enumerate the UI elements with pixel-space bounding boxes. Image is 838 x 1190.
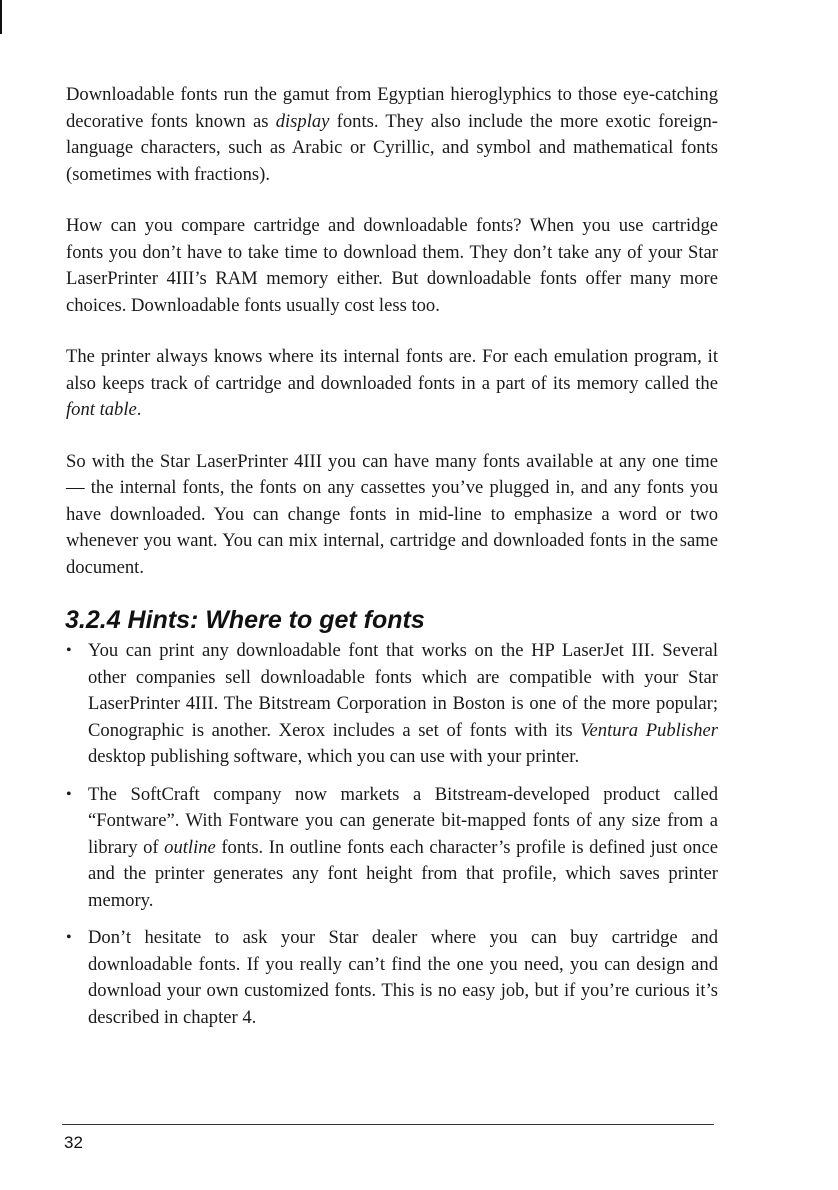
page-body <box>66 82 718 1042</box>
page-number: 32 <box>64 1133 83 1152</box>
list-item: • You can print any downloadable font that works on the HP LaserJet III. Several other companies sell downloadable fonts which are compatible with your Star LaserPrinter 4III. The Bitstream Corporation in Boston is one of the more popular; Conographic is another. Xerox includes a set of fonts with its Ventura Publisher desktop publishing software, which you can use with your printer. <box>66 640 718 767</box>
list-item: • Don’t hesitate to ask your Star dealer where you can buy cartridge and downloadable fonts. If you really can’t find the one you need, you can design and download your own customized fonts. This is no easy job, but if you’re curious it’s described in chapter 4. <box>66 927 718 1028</box>
margin-mark <box>0 0 2 34</box>
paragraph-many-fonts: So with the Star LaserPrinter 4III you can have many fonts available at any one time — the internal fonts, the fonts on any cassettes you’ve plugged in, and any fonts you have downloaded. You can change fonts in mid-line to emphasize a word or two whenever you want. You can mix internal, cartridge and downloaded fonts in the same document. <box>66 450 718 578</box>
emphasis-font-table: font table <box>66 399 137 420</box>
paragraph-font-table: The printer always knows where its internal fonts are. For each emulation program, it also keeps track of cartridge and downloaded fonts in a part of its memory called the font table. <box>66 346 718 420</box>
footer-rule <box>62 1124 714 1125</box>
hints-list <box>66 638 718 1031</box>
bullet-icon: • <box>66 642 72 659</box>
emphasis-display: display <box>275 110 330 132</box>
list-item: • The SoftCraft company now markets a Bitstream-developed product called “Fontware”. With Fontware you can generate bit-mapped fonts of any size from a library of outline fonts. In outline fonts each character’s profile is defined just once and the printer generates any font height from that profile, which saves printer memory. <box>66 783 718 911</box>
section-heading: 3.2.4 Hints: Where to get fonts <box>65 606 425 634</box>
emphasis-outline: outline <box>164 836 216 858</box>
bullet-icon: • <box>66 929 72 946</box>
bullet-icon: • <box>66 785 72 803</box>
paragraph-compare-fonts: How can you compare cartridge and downloadable fonts? When you use cartridge fonts you don’t have to take time to download them. They don’t take any of your Star LaserPrinter 4III’s RAM memory either. But downloadable fonts offer many more choices. Downloadable fonts usually cost less too. <box>66 215 718 316</box>
emphasis-ventura-publisher: Ventura Publisher <box>580 719 718 741</box>
paragraph-downloadable-fonts: Downloadable fonts run the gamut from Egyptian hieroglyphics to those eye-catching decorative fonts known as display fonts. They also include the more exotic foreign-language characters, such as Arabic or Cyrillic, and symbol and mathematical fonts (sometimes with fractions). <box>66 84 719 185</box>
